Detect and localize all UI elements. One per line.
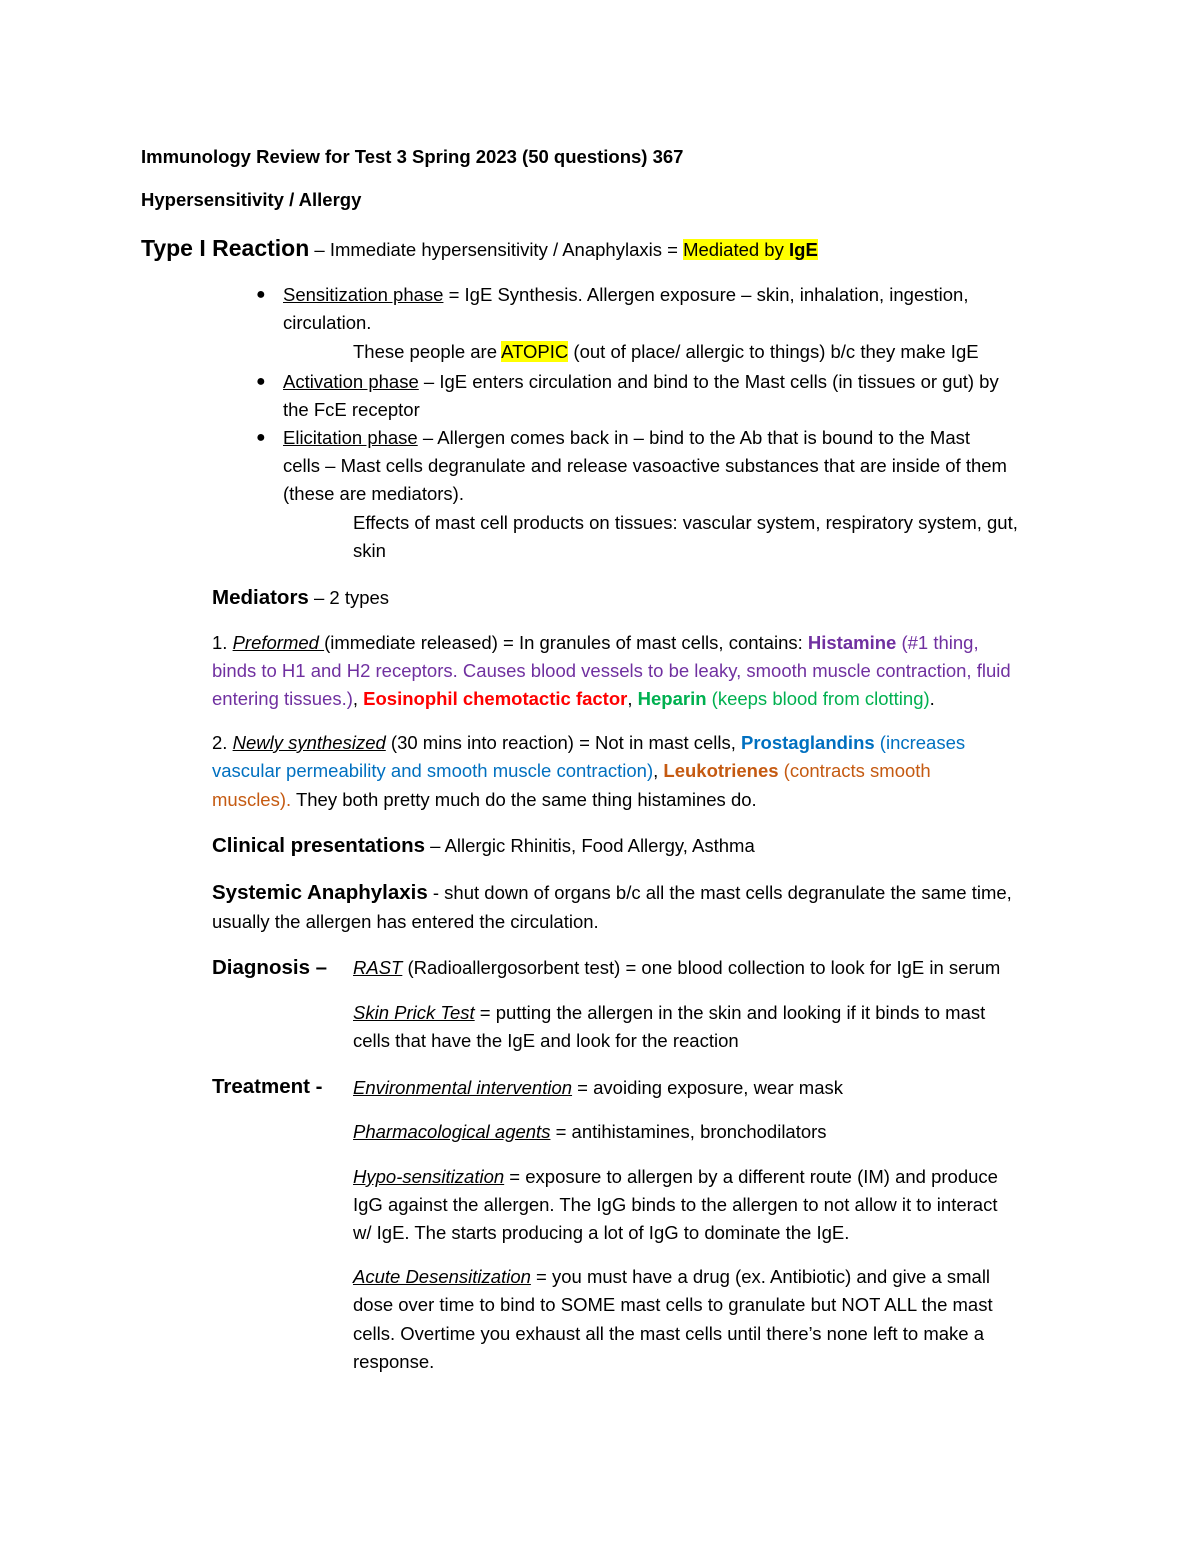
mediators-heading: Mediators – 2 types (212, 586, 390, 609)
diagnosis-heading: Diagnosis – (212, 956, 328, 979)
pharm-line: Pharmacological agents = antihistamines, bronchodilators (353, 1121, 827, 1142)
newly-line-3: muscles). They both pretty much do the same thing histamines do. (212, 789, 757, 810)
rast-line: RAST (Radioallergosorbent test) = one blood collection to look for IgE in serum (353, 957, 1001, 978)
doc-title: Immunology Review for Test 3 Spring 2023 (50 questions) 367 (141, 146, 684, 167)
hypo-line: Hypo-sensitization = exposure to allergen by a different route (IM) and produce (353, 1166, 998, 1187)
atopic-highlight: ATOPIC (501, 341, 569, 362)
bullet-icon: ● (256, 373, 266, 390)
type1-line: Type I Reaction – Immediate hypersensitivity / Anaphylaxis = Mediated by IgE (141, 235, 818, 261)
doc-subtitle: Hypersensitivity / Allergy (141, 189, 362, 210)
acute-line: Acute Desensitization = you must have a drug (ex. Antibiotic) and give a small (353, 1266, 991, 1287)
type1-heading: Type I Reaction (141, 235, 310, 261)
bullet-sensitization: Sensitization phase = IgE Synthesis. Allergen exposure – skin, inhalation, ingestion, (283, 284, 969, 305)
env-line: Environmental intervention = avoiding exposure, wear mask (353, 1077, 844, 1098)
atopic-line: These people are ATOPIC (out of place/ allergic to things) b/c they make IgE (353, 341, 979, 362)
ige-highlight: Mediated by IgE (683, 239, 818, 260)
clinical-line: Clinical presentations – Allergic Rhinitis, Food Allergy, Asthma (212, 834, 755, 857)
newly-line-1: 2. Newly synthesized (30 mins into reaction) = Not in mast cells, Prostaglandins (increases (212, 732, 966, 753)
document-page: Immunology Review for Test 3 Spring 2023 (50 questions) 367 Hypersensitivity / Allergy Type I Reaction – Immediate hypersensitivity / Anaphylaxis = Mediated by IgE ● Sensitization phase = IgE Synthesis. Allergen exposure – skin, inhalation, ingestion, circulation. These people are ATOPIC (out of place/ allergic to things) b/c they make IgE ● Activation phase – IgE enters circulation and bind to the Mast cells (in tissues or gut) by the FcE receptor ● Elicitation phase – Allergen comes back in – bind to the Ab that is bound to the Mast cells – Mast cells degranulate and release vasoactive substances that are inside of them (these are mediators). Effects of mast cell products on tissues: vascular system, respiratory system, gut, skin Mediators – 2 types 1. Preformed (immediate released) = In granules of mast cells, contains: Histamine (#1 thing, binds to H1 and H2 receptors. Causes blood vessels to be leaky, smooth muscle contraction, fluid entering tissues.), Eosinophil chemotactic factor, Heparin (keeps blood from clotting). 2. Newly synthesized (30 mins into reaction) = Not in mast cells, Prostaglandins (increases vascular permeability and smooth muscle contraction), Leukotrienes (contracts smooth muscles). They both pretty much do the same thing histamines do. Clinical presentations – Allergic Rhinitis, Food Allergy, Asthma Systemic Anaphylaxis - shut down of organs b/c all the mast cells degranulate the same time, usually the allergen has entered the circulation. Diagnosis – RAST (Radioallergosorbent test) = one blood collection to look for IgE in serum Skin Prick Test = putting the allergen in the skin and looking if it binds to mast cells that have the IgE and look for the reaction Treatment - Environmental intervention = avoiding exposure, wear mask Pharmacological agents = antihistamines, bronchodilators Hypo-sensitization = exposure to allergen by a different route (IM) and produce IgG against the allergen. The IgG binds to the allergen to not allow it to interact w/ IgE. The starts producing a lot of IgG to dominate the IgE. Acute Desensitization = you must have a drug (ex. Antibiotic) and give a small dose over time to bind to SOME mast cells to granulate but NOT ALL the mast cells. Overtime you exhaust all the mast cells until there’s none left to make a response. (0, 0, 1200, 1553)
preformed-line-1: 1. Preformed (immediate released) = In granules of mast cells, contains: Histamine (#1 thing, (212, 632, 979, 653)
bullet-icon: ● (256, 286, 266, 303)
skin-prick-line: Skin Prick Test = putting the allergen in the skin and looking if it binds to mast (353, 1002, 986, 1023)
bullet-elicitation: Elicitation phase – Allergen comes back in – bind to the Ab that is bound to the Mast (283, 427, 970, 448)
bullet-icon: ● (256, 429, 266, 446)
bullet-activation: Activation phase – IgE enters circulation and bind to the Mast cells (in tissues or gut) by (283, 371, 999, 392)
newly-line-2: vascular permeability and smooth muscle contraction), Leukotrienes (contracts smooth (212, 760, 931, 781)
treatment-heading: Treatment - (212, 1075, 323, 1098)
preformed-line-3: entering tissues.), Eosinophil chemotactic factor, Heparin (keeps blood from clotting). (212, 688, 935, 709)
systemic-line: Systemic Anaphylaxis - shut down of organs b/c all the mast cells degranulate the same time, (212, 881, 1012, 904)
